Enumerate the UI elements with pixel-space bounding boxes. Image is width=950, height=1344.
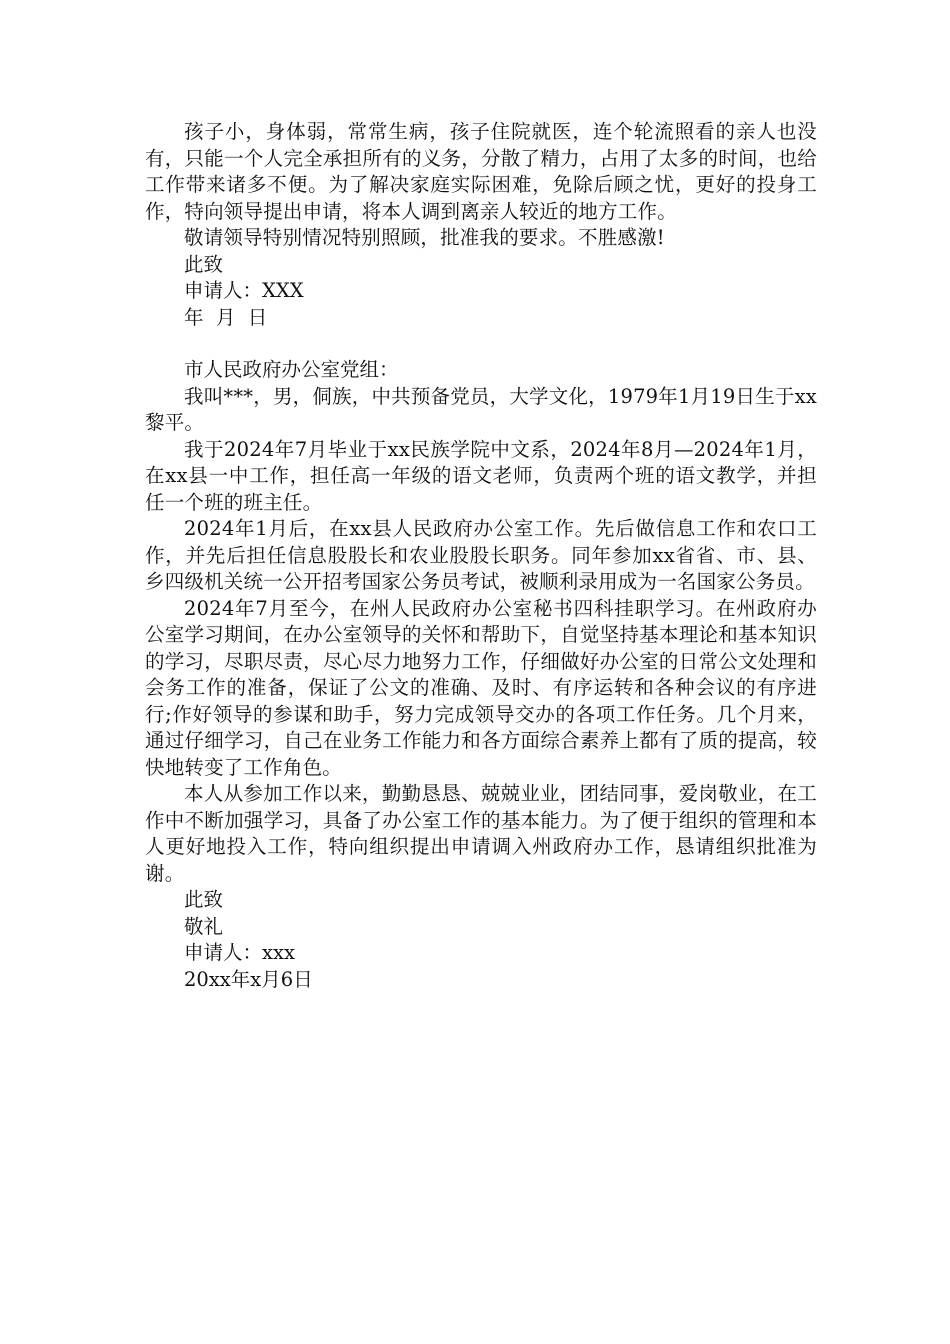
letter-2-closing: 此致	[184, 888, 224, 911]
letter-2-date: 20xx年x月6日	[184, 967, 313, 991]
letter-2-paragraph-3: 2024年1月后，在xx县人民政府办公室工作。先后做信息工作和农口工作，并先后担任信息股股长和农业股股长职务。同年参加xx省省、市、县、乡四级机关统一公开招考国家公务员考试，被顺利录用成为一名国家公务员。	[145, 517, 817, 593]
letter-2-paragraph-2: 我于2024年7月毕业于xx民族学院中文系，2024年8月—2024年1月，在xx县一中工作，担任高一年级的语文老师，负责两个班的语文教学，并担任一个班的班主任。	[145, 437, 817, 514]
letter-1-closing: 此致	[184, 252, 224, 276]
letter-2-paragraph-1: 我叫***，男，侗族，中共预备党员，大学文化，1979年1月19日生于xx黎平。	[145, 384, 817, 434]
letter-1-paragraph-2: 敬请领导特别情况特别照顾，批准我的要求。不胜感激!	[184, 226, 665, 249]
letter-1-date: 年 月 日	[184, 305, 268, 329]
document-page	[145, 119, 817, 993]
letter-2-salutation: 市人民政府办公室党组：	[184, 358, 399, 381]
letter-2-applicant: 申请人：xxx	[184, 941, 295, 964]
letter-separator	[145, 331, 817, 357]
letter-1-paragraph-1: 孩子小，身体弱，常常生病，孩子住院就医，连个轮流照看的亲人也没有，只能一个人完全承担所有的义务，分散了精力，占用了太多的时间，也给工作带来诸多不便。为了解决家庭实际困难，免除后顾之忧，更好的投身工作，特向领导提出申请，将本人调到离亲人较近的地方工作。	[145, 120, 817, 223]
letter-2-paragraph-4: 2024年7月至今，在州人民政府办公室秘书四科挂职学习。在州政府办公室学习期间，在办公室领导的关怀和帮助下，自觉坚持基本理论和基本知识的学习，尽职尽责，尽心尽力地努力工作，仔细做好办公室的日常公文处理和会务工作的准备，保证了公文的准确、及时、有序运转和各种会议的有序进行;作好领导的参谋和助手，努力完成领导交办的各项工作任务。几个月来，通过仔细学习，自己在业务工作能力和各方面综合素养上都有了质的提高，较快地转变了工作角色。	[145, 596, 817, 779]
letter-1	[145, 119, 817, 331]
letter-1-applicant: 申请人：XXX	[184, 279, 304, 302]
letter-2	[145, 357, 817, 993]
letter-2-paragraph-5: 本人从参加工作以来，勤勤恳恳、兢兢业业，团结同事，爱岗敬业，在工作中不断加强学习，具备了办公室工作的基本能力。为了便于组织的管理和本人更好地投入工作，特向组织提出申请调入州政府办工作，恳请组织批准为谢。	[145, 782, 817, 885]
letter-2-regards: 敬礼	[184, 914, 224, 938]
